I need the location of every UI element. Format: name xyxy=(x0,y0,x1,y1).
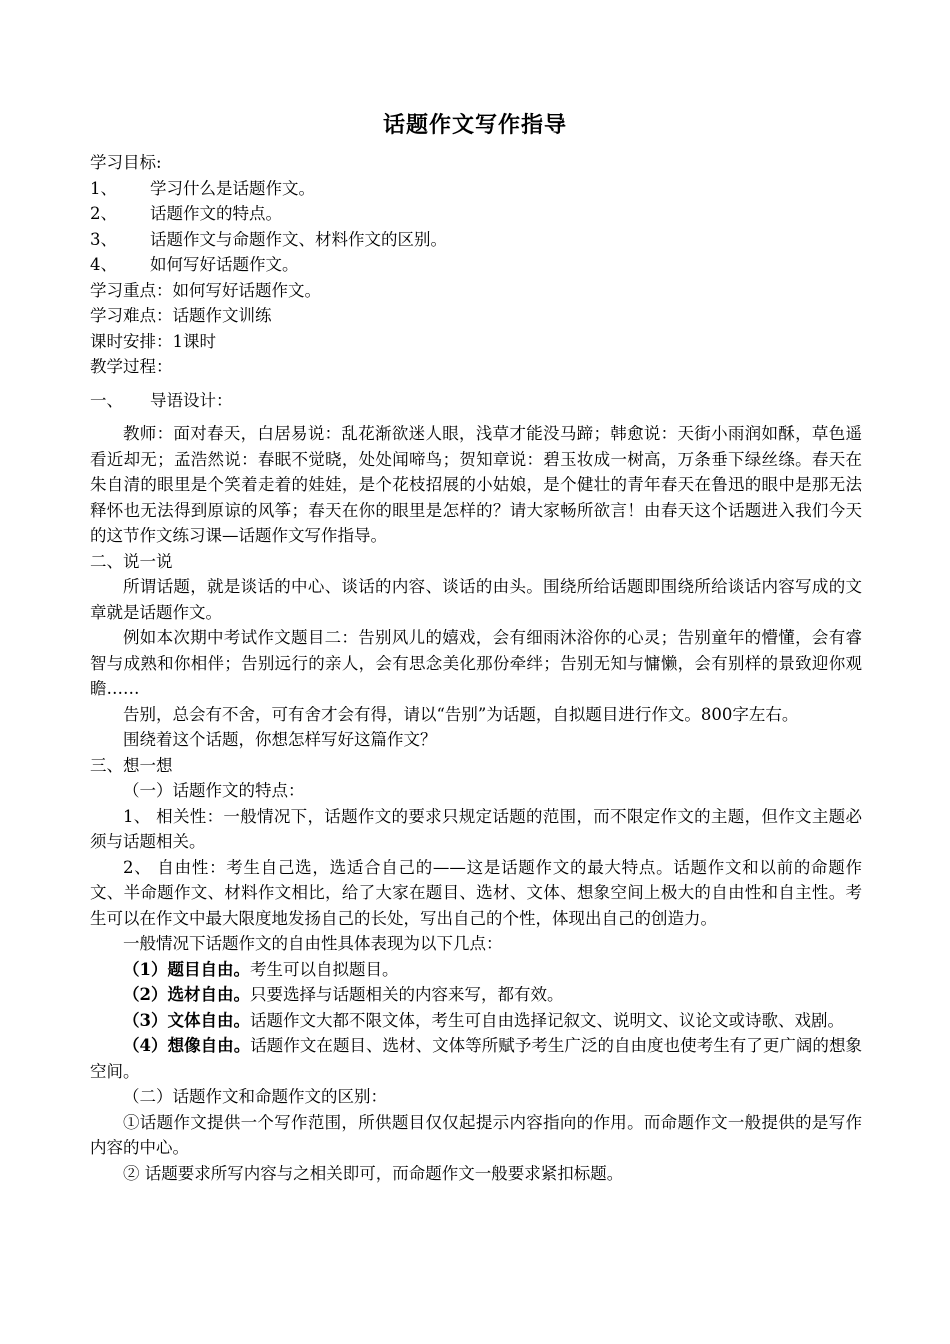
objective-item: 2、 话题作文的特点。 xyxy=(90,204,282,223)
difference-2: ② 话题要求所写内容与之相关即可，而命题作文一般要求紧扣标题。 xyxy=(123,1163,624,1183)
key-point: 学习重点：如何写好话题作文。 xyxy=(90,280,321,300)
feature-2: 2、 自由性：考生自己选，选适合自己的——这是话题作文的最大特点。话题作文和以前的命题作文、半命题作文、材料作文相比，给了大家在题目、选材、文体、想象空间上极大的自由性和自主性。考生可以在作文中最大限度地发扬自己的长处，写出自己的个性，体现出自己的创造力。 xyxy=(90,857,862,928)
feature-1: 1、 相关性：一般情况下，话题作文的要求只规定话题的范围，而不限定作文的主题，但作文主题必须与话题相关。 xyxy=(90,806,862,851)
general-note: 一般情况下话题作文的自由性具体表现为以下几点： xyxy=(123,934,503,953)
section-2-paragraph: 围绕着这个话题，你想怎样写好这篇作文？ xyxy=(123,730,437,749)
section-1-paragraph: 教师：面对春天，白居易说：乱花渐欲迷人眼，浅草才能没马蹄；韩愈说：天街小雨润如酥，草色遥看近却无；孟浩然说：春眠不觉晓，处处闻啼鸟；贺知章说：碧玉妆成一树高，万条垂下绿丝绦。春天在朱自清的眼里是个笑着走着的娃娃，是个花枝招展的小姑娘，是个健壮的青年春天在鲁迅的眼中是那无法释怀也无法得到原谅的风筝；春天在你的眼里是怎样的？请大家畅所欲言！由春天这个话题进入我们今天的这节作文练习课—话题作文写作指导。 xyxy=(90,424,862,545)
objectives-heading: 学习目标: xyxy=(90,153,162,172)
section-3-heading: 三、想一想 xyxy=(90,755,173,775)
freedom-item: （1）题目自由。考生可以自拟题目。 xyxy=(123,959,399,979)
difficulty: 学习难点：话题作文训练 xyxy=(90,306,272,325)
section-2-paragraph: 例如本次期中考试作文题目二：告别风儿的嬉戏，会有细雨沐浴你的心灵；告别童年的懵懂，会有睿智与成熟和你相伴；告别远行的亲人，会有思念美化那份牵绊；告别无知与慵懒，会有别样的景致迎你观瞻…… xyxy=(90,628,862,698)
objective-item: 3、 话题作文与命题作文、材料作文的区别。 xyxy=(90,229,447,249)
difference-1: ①话题作文提供一个写作范围，所供题目仅仅起提示内容指向的作用。而命题作文一般提供的是写作内容的中心。 xyxy=(90,1112,862,1157)
schedule: 课时安排：1课时 xyxy=(90,331,216,351)
subheading-1: （一）话题作文的特点： xyxy=(123,781,305,800)
section-2-paragraph: 告别，总会有不舍，可有舍才会有得，请以“告别”为话题，自拟题目进行作文。800字左右。 xyxy=(123,704,799,724)
freedom-item: （4）想像自由。话题作文在题目、选材、文体等所赋予考生广泛的自由度也使考生有了更广阔的想象空间。 xyxy=(90,1036,863,1081)
process-heading: 教学过程： xyxy=(90,357,173,376)
subheading-2: （二）话题作文和命题作文的区别： xyxy=(123,1087,387,1106)
section-2-heading: 二、说一说 xyxy=(90,551,173,571)
document-title: 话题作文写作指导 xyxy=(382,112,567,138)
freedom-item: （3）文体自由。话题作文大都不限文体，考生可自由选择记叙文、说明文、议论文或诗歌、戏剧。 xyxy=(123,1010,844,1030)
section-2-paragraph: 所谓话题，就是谈话的中心、谈话的内容、谈话的由头。围绕所给话题即围绕所给谈话内容写成的文章就是话题作文。 xyxy=(90,577,862,622)
document-body xyxy=(90,150,862,1186)
freedom-item: （2）选材自由。只要选择与话题相关的内容来写，都有效。 xyxy=(123,985,564,1004)
section-1-heading: 一、 导语设计： xyxy=(90,390,233,410)
objective-item: 4、 如何写好话题作文。 xyxy=(90,255,299,274)
objective-item: 1、 学习什么是话题作文。 xyxy=(90,178,315,198)
